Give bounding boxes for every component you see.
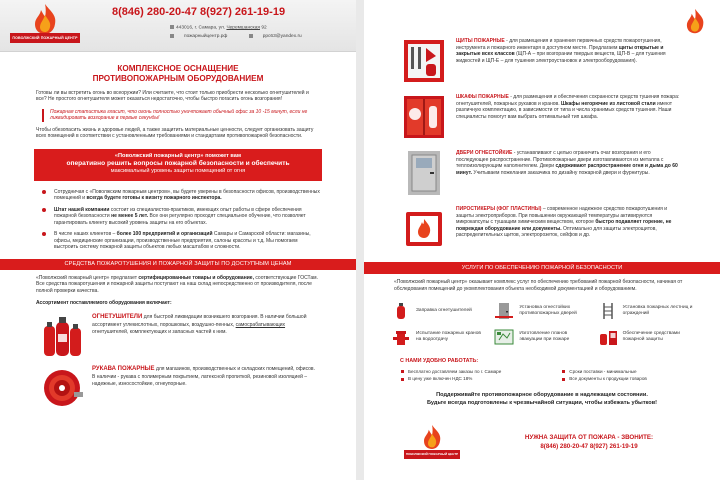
header	[0, 0, 356, 52]
product-hoses: РУКАВА ПОЖАРНЫЕ для магазинов, производственных и складских помещений, офисов. В наличии - рукава с полимерным покрытием, латексной пропиткой, резиновой изоляцией – надежные, износостойкие, огнеупорные.	[0, 366, 356, 410]
section-band-services: УСЛУГИ ПО ОБЕСПЕЧЕНИЮ ПОЖАРНОЙ БЕЗОПАСНОСТИ	[364, 262, 720, 274]
why-us-title: С НАМИ УДОБНО РАБОТАТЬ:	[400, 358, 479, 364]
section-band-equipment: СРЕДСТВА ПОЖАРОТУШЕНИЯ И ПОЖАРНОЙ ЗАЩИТЫ ПО ДОСТУПНЫМ ЦЕНАМ	[0, 259, 356, 270]
product-fire-cabinets: ШКАФЫ ПОЖАРНЫЕ - для размещения и обеспечения сохранности средств тушения пожара: огнетушителей, пожарных рукавов и кранов. Шкафы негорючие из листовой стали имеют различную комплектацию, в зависимости от типа и числа хранимых средств тушения. Наши специалисты помогут вам выбрать оптимальный тип шкафа.	[456, 94, 680, 140]
footer	[364, 420, 720, 480]
list-item: Штат нашей компании состоит из специалистов-практиков, имеющих опыт работы в сфере обеспечения пожарной безопасности не менее 5 лет. Все они регулярно проходят специальное обучение, что позволяет гарантировать клиенту высокий уровень защиты на его объектах.	[36, 207, 320, 227]
services-grid	[364, 302, 720, 346]
product-fire-shields: ЩИТЫ ПОЖАРНЫЕ - для размещения и хранения первичных средств пожаротушения, инструмента и пожарного инвентаря в доступном месте. Предлагаем щиты открытые и закрытые всех классов (ЩП-А – при возгорании твердых веществ, ЩП-В – для тушения жидкостей и ЩП-Е – для тушения электроустановок и электрооборудования).	[456, 38, 680, 84]
service-item: Заправка огнетушителей	[390, 302, 487, 320]
equipment-text: «Поволжский пожарный центр» предлагает сертифицированные товары и оборудование, соответствующие ГОСТам. Все средства пожаротушения и пожарной защиты поступают на наш склад непосредственно от производителя, после полной проверки качества.	[36, 274, 318, 294]
fire-hydrant-icon	[390, 328, 412, 346]
intro-text: Готовы ли вы встретить огонь во всеоружии? Или считаете, что стоит только приобрести несколько огнетушителей и все? Не простого огнетушителя может оказаться недостаточно, чтобы быстро погасить огонь возгорания!	[36, 89, 309, 102]
product-fire-doors: ДВЕРИ ОГНЕСТОЙКИЕ - устанавливают с целью ограничить очаг возгорания и его последующее распространение. Противопожарные двери изготавливаются из металла с теплоизолирующим наполнителем. Двери сдерживают распространение огня и дыма до 60 минут. Учитываем пожелания заказчика по дизайну пожарной двери и фурнитуры.	[456, 150, 680, 196]
extinguisher-refill-icon	[390, 302, 412, 320]
email[interactable]: ppc63@yandex.ru	[249, 34, 312, 39]
fire-shield-icon	[402, 38, 446, 84]
location-icon	[170, 25, 174, 29]
fire-hose-icon	[40, 366, 86, 410]
fire-door-icon	[402, 150, 446, 196]
product-pyrostickers: ПИРОСТИКЕРЫ (ФОГ ПЛАСТИНЫ) – современное надежное средство пожаротушения и защиты электроприборов. При повышении окружающей температуры активируются микрокапсулы с тушащим химическим веществом, которое быстро подавляет горение, не повреждая оборудование или документы. Оптимально для защиты электрощитов, распределительных щитов, электророзеток, сейфов и др.	[456, 206, 680, 252]
closing-message: Поддерживайте противопожарное оборудование в надлежащем состоянии. Будьте всегда подготовлены к чрезвычайной ситуации, чтобы избежать убытков!	[426, 392, 658, 406]
list-item: Сотрудничая с «Поволжским пожарным центром», вы будете уверены в безопасности офисов, производственных помещений и всегда будете готовы к визиту пожарного инспектора.	[36, 189, 320, 202]
pyrosticker-icon	[402, 206, 446, 252]
flame-icon	[420, 424, 444, 450]
header-contacts	[170, 34, 322, 40]
flyer-page-right	[364, 0, 720, 480]
service-item: Испытание пожарных кранов на водоотдачу	[390, 328, 487, 346]
page-title: КОМПЛЕКСНОЕ ОСНАЩЕНИЕ ПРОТИВОПОЖАРНЫМ ОБОРУДОВАНИЕМ	[92, 64, 264, 84]
flame-icon	[682, 8, 708, 34]
protection-equipment-icon	[597, 328, 619, 346]
evacuation-plan-icon	[493, 328, 515, 346]
service-item: Обеспечение средствами пожарной защиты	[597, 328, 694, 346]
benefits-list	[0, 189, 356, 251]
why-us-list	[364, 369, 720, 382]
globe-icon	[170, 34, 174, 38]
protection-text: Чтобы обезопасить жизнь и здоровье людей, а также защитить материальные ценности, следует организовать защиту всех помещений в соответствии с установленными требованиями и стандартами противопожарной безопасности.	[36, 126, 314, 139]
mail-icon	[249, 34, 253, 38]
list-item: В цену уже включен НДС 18%	[400, 376, 547, 382]
company-logo	[10, 3, 80, 49]
list-item: Все документы к продукции товаров	[561, 376, 684, 382]
services-intro: «Поволжский пожарный центр» оказывает комплекс услуг по обеспечению требований пожарной безопасности, начиная от обследования помещений до укомплектования объекта необходимой документацией и оборудованием.	[394, 279, 683, 292]
logo-text: ПОВОЛЖСКИЙ ПОЖАРНЫЙ ЦЕНТР	[10, 33, 80, 43]
fire-extinguisher-icon	[40, 314, 86, 358]
statistics-quote: Пожарная статистика гласит, что огонь полностью уничтожает обычный офис за 10 -15 минут, если не ликвидировать возгорание в первые секунды!	[42, 109, 320, 122]
promo-box: «Поволжский пожарный центр» поможет вам оперативно решить вопросы пожарной безопасности и обеспечить максимальный уровень защиты помещений от огня	[34, 149, 322, 181]
list-item: В числе наших клиентов – более 100 предприятий и организаций Самары и Самарской области: магазины, офисы, медицинские организации, производственные предприятия, салоны красоты и т.д. Мы помогаем выстроить систему пожарной защиты объектов любых масштабов и сложности.	[36, 231, 320, 251]
ladder-icon	[597, 302, 619, 320]
door-install-icon	[493, 302, 515, 320]
flame-icon	[30, 3, 60, 35]
service-item: Установка пожарных лестниц и ограждений	[597, 302, 694, 320]
self-triggering-link[interactable]: самосрабатывающих	[235, 322, 286, 329]
service-item: Установка огнестойких противопожарных дверей	[493, 302, 590, 320]
list-item: Сроки поставки - минимальные	[561, 369, 684, 375]
product-extinguishers: ОГНЕТУШИТЕЛИ для быстрой ликвидации возникшего возгорания. В наличии большой ассортимент углекислотных, порошковых, воздушно-пенных, самосрабатывающих огнетушителей, комплектующих и запасных частей к ним.	[0, 314, 356, 358]
website[interactable]: пожарныйцентр.рф	[170, 34, 237, 39]
service-item: Изготовление планов эвакуации при пожаре	[493, 328, 590, 346]
footer-logo: ПОВОЛЖСКИЙ ПОЖАРНЫЙ ЦЕНТР	[404, 424, 460, 470]
flyer-page-left	[0, 0, 356, 480]
footer-call: НУЖНА ЗАЩИТА ОТ ПОЖАРА - ЗВОНИТЕ: 8(846) 280-20-47 8(927) 261-19-19	[474, 434, 704, 452]
header-address: 443016, г. Самара, ул. Черемшанская 92	[170, 25, 267, 31]
assortment-title: Ассортимент поставляемого оборудования включает:	[36, 300, 172, 307]
footer-phones[interactable]: 8(846) 280-20-47 8(927) 261-19-19	[540, 442, 638, 450]
fire-cabinet-icon	[402, 94, 446, 140]
header-phones[interactable]: 8(846) 280-20-47 8(927) 261-19-19	[112, 6, 286, 18]
street-link[interactable]: Черемшанская	[226, 25, 260, 31]
list-item: Бесплатно доставляем заказы по г. Самаре	[400, 369, 547, 375]
